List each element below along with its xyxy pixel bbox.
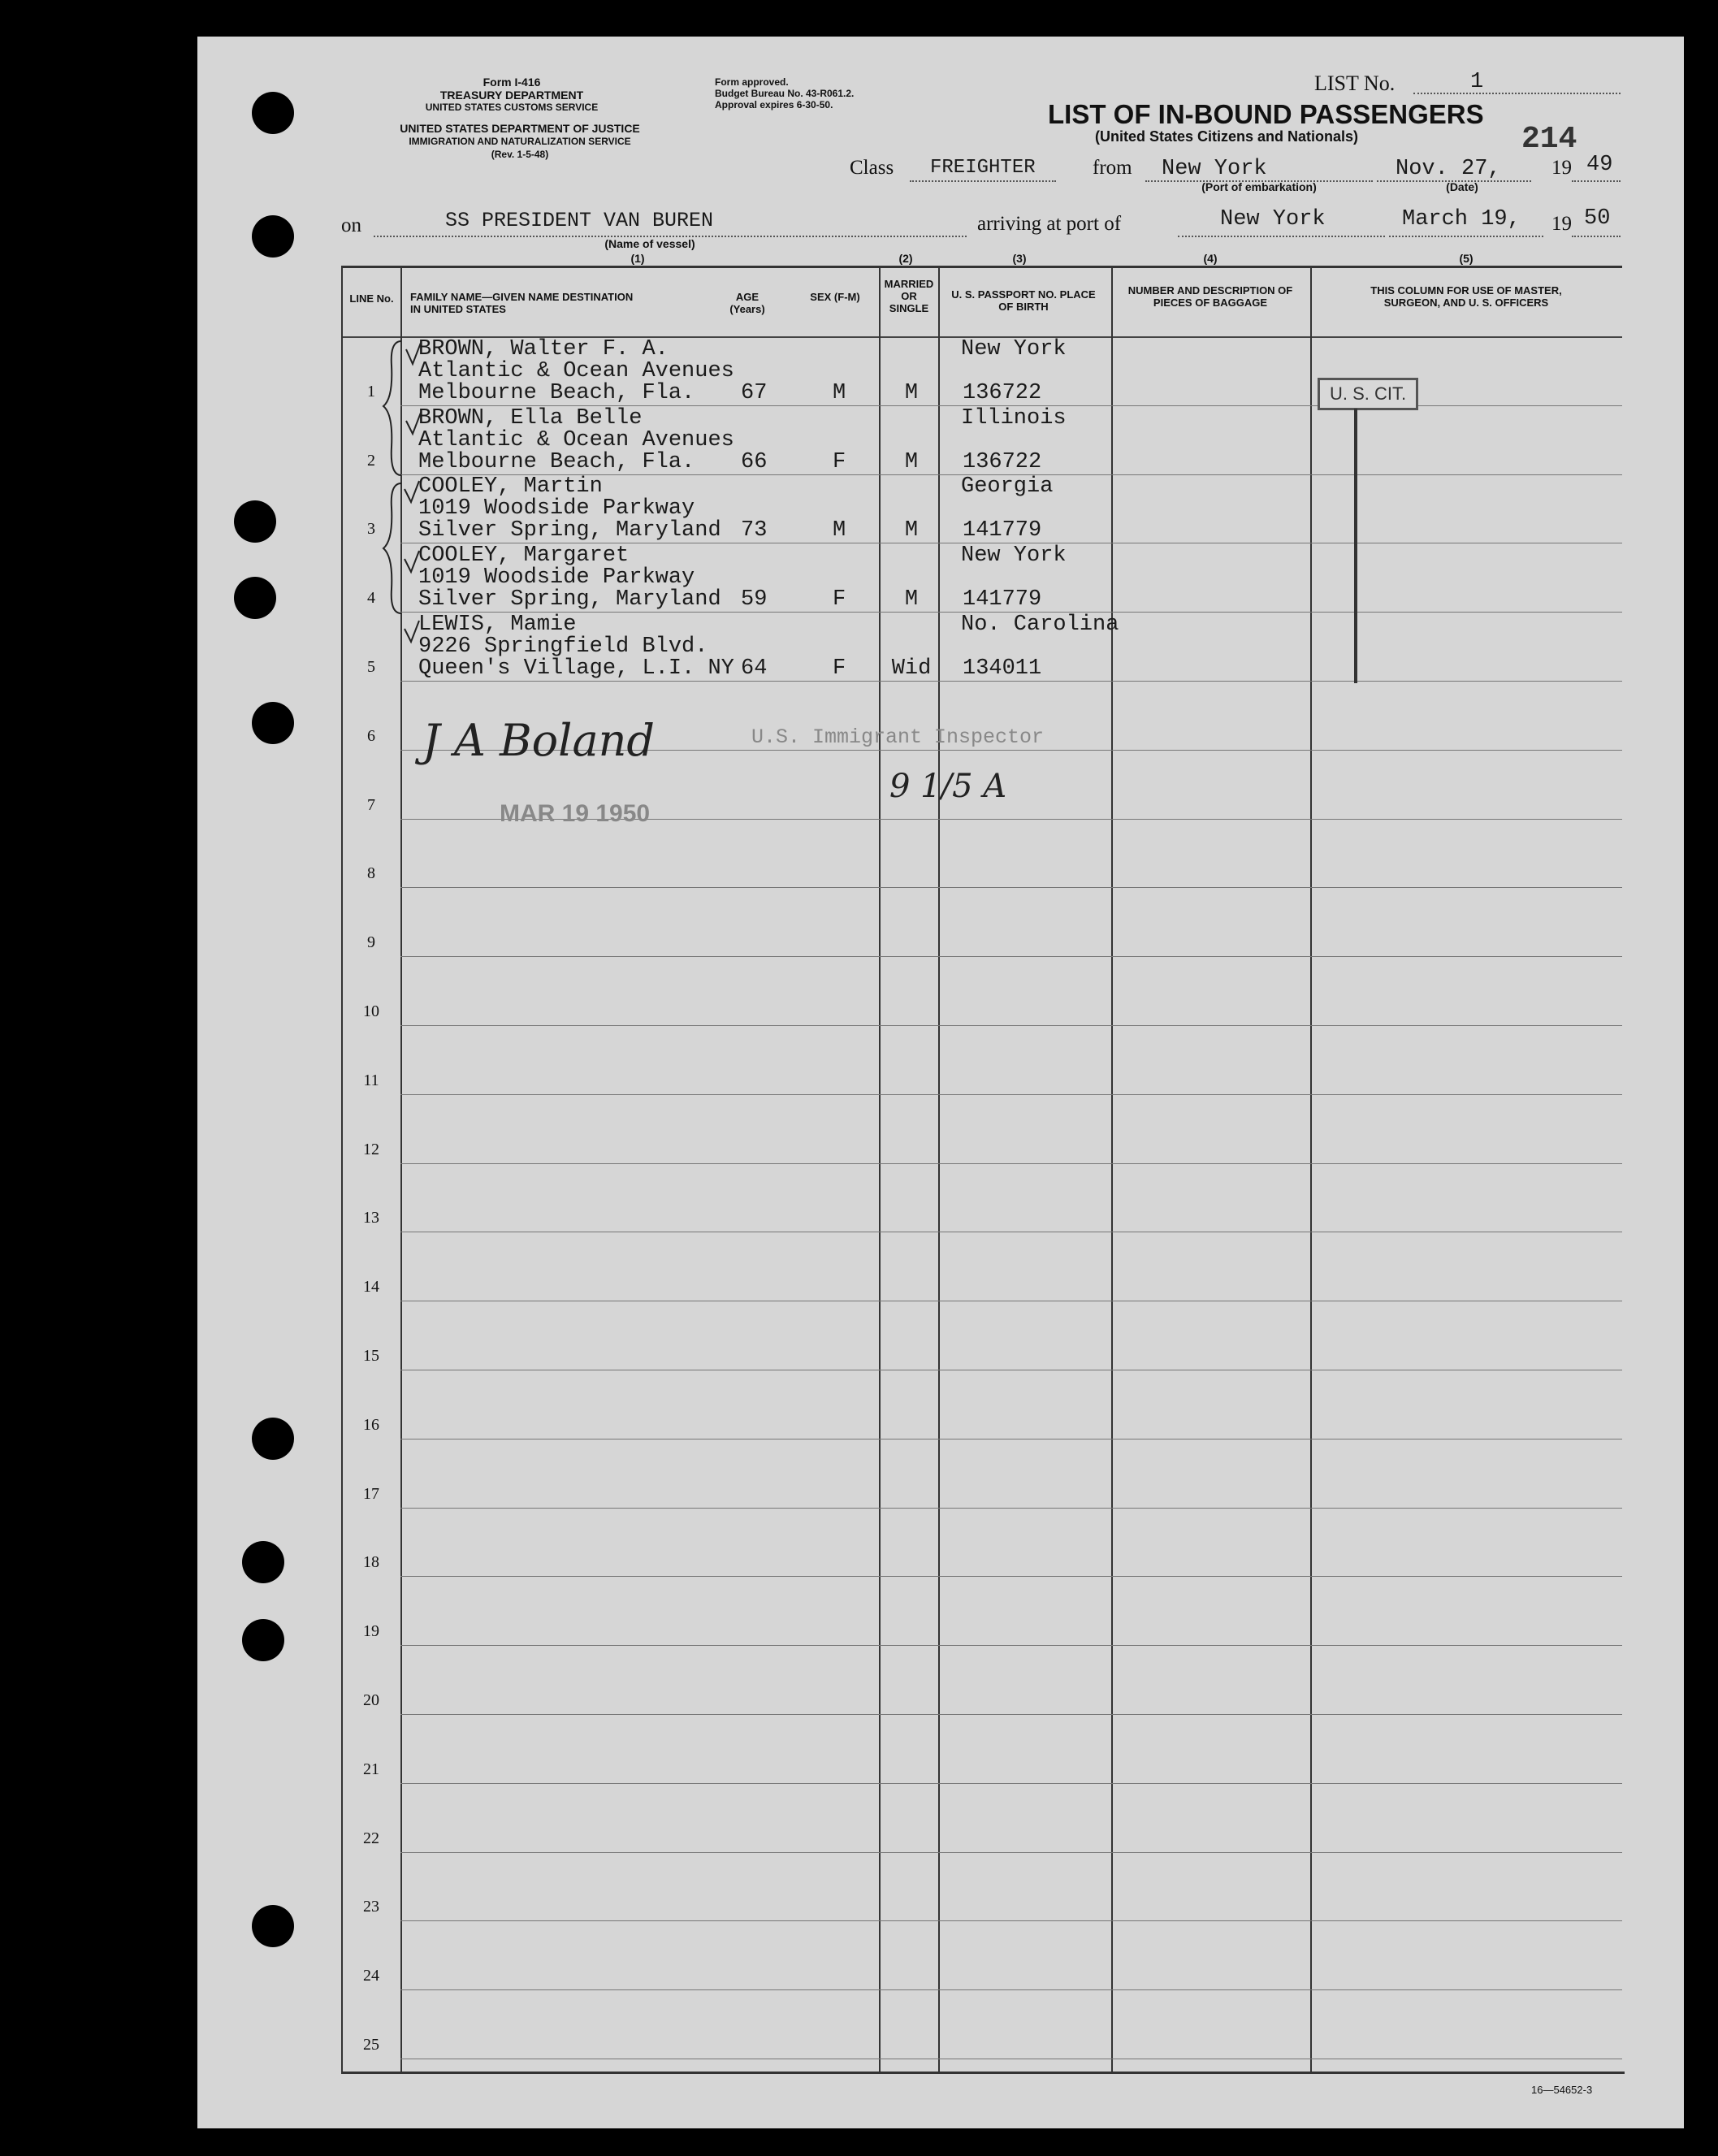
line-number: 2	[367, 452, 375, 470]
from-label: from	[1093, 157, 1132, 179]
form-number: Form I-416	[483, 76, 541, 89]
inspector-signature: J A Boland	[422, 715, 655, 766]
arrival-date-stamp: MAR 19 1950	[500, 800, 651, 827]
passenger-address-1: 1019 Woodside Parkway	[418, 496, 695, 521]
passenger-address-2: Silver Spring, Maryland	[418, 518, 721, 543]
passenger-sex: M	[833, 518, 846, 543]
passenger-address-2: Queen's Village, L.I. NY	[418, 656, 734, 681]
header-name: FAMILY NAME—GIVEN NAME DESTINATION IN UNITED STATES	[410, 291, 634, 315]
row-rule	[400, 1989, 1622, 1990]
list-number: 1	[1470, 70, 1484, 94]
passenger-age: 66	[741, 450, 768, 474]
line-number: 9	[367, 933, 375, 951]
binder-hole	[252, 215, 294, 258]
handwritten-note: 9 1/5 A	[889, 768, 1007, 805]
inspector-title: U.S. Immigrant Inspector	[751, 725, 1045, 749]
line-number: 19	[363, 1622, 379, 1640]
class-value: FREIGHTER	[930, 157, 1036, 179]
passenger-address-1: Atlantic & Ocean Avenues	[418, 428, 734, 452]
passenger-passport-number: 136722	[963, 381, 1042, 405]
passenger-marital-status: M	[904, 450, 919, 474]
passenger-birthplace: Illinois	[961, 406, 1067, 431]
passenger-sex: F	[833, 656, 846, 681]
embarkation-year: 49	[1586, 153, 1613, 177]
line-number: 8	[367, 864, 375, 882]
passenger-sex: M	[833, 381, 846, 405]
line-number: 13	[363, 1209, 379, 1227]
passenger-name: COOLEY, Martin	[418, 474, 603, 499]
passenger-marital-status: M	[904, 518, 919, 543]
us-citizen-stamp: U. S. CIT.	[1318, 378, 1418, 410]
year-prefix: 19	[1551, 157, 1572, 179]
binder-hole	[234, 500, 276, 543]
passenger-age: 64	[741, 656, 768, 681]
passenger-passport-number: 141779	[963, 518, 1042, 543]
line-number: 15	[363, 1347, 379, 1365]
passenger-address-2: Melbourne Beach, Fla.	[418, 450, 695, 474]
line-number: 3	[367, 520, 375, 538]
form-approved: Form approved.	[715, 76, 789, 88]
line-number: 25	[363, 2036, 379, 2054]
list-number-label: LIST No.	[1314, 71, 1396, 95]
sheet-number: 214	[1521, 122, 1577, 157]
row-rule	[400, 956, 1622, 957]
header-married: MARRIED OR SINGLE	[884, 278, 934, 314]
header-line-no: LINE No.	[349, 292, 394, 305]
header-age: AGE (Years)	[729, 291, 765, 315]
passenger-passport-number: 134011	[963, 656, 1042, 681]
row-rule	[400, 1025, 1622, 1026]
row-rule	[400, 1645, 1622, 1646]
passenger-age: 59	[741, 587, 768, 612]
header-officers: THIS COLUMN FOR USE OF MASTER, SURGEON, AND U. S. OFFICERS	[1370, 284, 1562, 309]
row-rule	[400, 1920, 1622, 1921]
footer-code: 16—54652-3	[1531, 2084, 1593, 2096]
vessel-caption: (Name of vessel)	[604, 237, 695, 250]
header-baggage: NUMBER AND DESCRIPTION OF PIECES OF BAGGAGE	[1127, 284, 1293, 309]
passenger-address-2: Melbourne Beach, Fla.	[418, 381, 695, 405]
header-passport: U. S. PASSPORT NO. PLACE OF BIRTH	[951, 288, 1096, 313]
line-number: 24	[363, 1967, 379, 1985]
page-title: LIST OF IN-BOUND PASSENGERS	[1048, 99, 1484, 129]
line-number: 10	[363, 1002, 379, 1020]
binder-hole	[252, 92, 294, 134]
passenger-address-1: 1019 Woodside Parkway	[418, 565, 695, 590]
header-sex: SEX (F-M)	[810, 291, 860, 303]
passenger-sex: F	[833, 450, 846, 474]
column-number: (2)	[898, 252, 913, 265]
binder-hole	[252, 702, 294, 744]
passenger-passport-number: 136722	[963, 450, 1042, 474]
binder-hole	[252, 1418, 294, 1460]
passenger-birthplace: New York	[961, 337, 1067, 361]
binder-hole	[242, 1619, 284, 1661]
passenger-sex: F	[833, 587, 846, 612]
line-number: 6	[367, 727, 375, 745]
passenger-name: BROWN, Ella Belle	[418, 406, 643, 431]
arriving-label: arriving at port of	[977, 213, 1122, 235]
embarkation-port: New York	[1162, 157, 1267, 181]
passenger-birthplace: Georgia	[961, 474, 1054, 499]
row-rule	[400, 1852, 1622, 1853]
budget-bureau: Budget Bureau No. 43-R061.2.	[715, 88, 855, 99]
row-rule	[400, 1508, 1622, 1509]
arrival-date: March 19,	[1402, 207, 1521, 232]
row-rule	[400, 887, 1622, 888]
arrival-year: 50	[1584, 206, 1611, 231]
passenger-name: BROWN, Walter F. A.	[418, 337, 669, 361]
binder-hole	[252, 1905, 294, 1947]
row-rule	[400, 681, 1622, 682]
row-rule	[400, 1163, 1622, 1164]
line-number: 18	[363, 1553, 379, 1571]
line-number: 7	[367, 796, 375, 814]
line-number: 20	[363, 1691, 379, 1709]
line-number: 12	[363, 1141, 379, 1158]
arrival-year-prefix: 19	[1551, 213, 1572, 235]
passenger-address-1: Atlantic & Ocean Avenues	[418, 359, 734, 383]
page-subtitle: (United States Citizens and Nationals)	[1094, 128, 1359, 145]
line-number: 14	[363, 1278, 379, 1296]
embarkation-date: Nov. 27,	[1396, 157, 1501, 181]
class-label: Class	[850, 157, 894, 179]
line-number: 4	[367, 589, 375, 607]
passenger-birthplace: New York	[961, 543, 1067, 568]
column-number: (4)	[1203, 252, 1218, 265]
on-label: on	[341, 214, 361, 236]
line-number: 21	[363, 1760, 379, 1778]
immigration-service: IMMIGRATION AND NATURALIZATION SERVICE	[409, 136, 631, 147]
revision-date: (Rev. 1-5-48)	[491, 149, 549, 160]
check-marks	[382, 333, 463, 650]
binder-hole	[234, 577, 276, 619]
arrival-port: New York	[1220, 207, 1326, 232]
line-number: 17	[363, 1485, 379, 1503]
row-rule	[400, 1783, 1622, 1784]
vessel-name: SS PRESIDENT VAN BUREN	[445, 209, 714, 232]
customs-service: UNITED STATES CUSTOMS SERVICE	[425, 102, 599, 113]
passenger-passport-number: 141779	[963, 587, 1042, 612]
column-number: (1)	[630, 252, 645, 265]
row-rule	[400, 1714, 1622, 1715]
line-number: 11	[363, 1072, 379, 1089]
binder-hole	[242, 1541, 284, 1583]
line-number: 5	[367, 658, 375, 676]
passenger-address-2: Silver Spring, Maryland	[418, 587, 721, 612]
passenger-marital-status: M	[904, 587, 919, 612]
column-number: (3)	[1012, 252, 1027, 265]
line-number: 22	[363, 1829, 379, 1847]
passenger-marital-status: Wid	[891, 656, 932, 681]
passenger-birthplace: No. Carolina	[961, 613, 1119, 637]
row-rule	[400, 1094, 1622, 1095]
treasury-department: TREASURY DEPARTMENT	[439, 89, 584, 102]
passenger-address-1: 9226 Springfield Blvd.	[418, 634, 708, 659]
line-number: 1	[367, 383, 375, 400]
column-number: (5)	[1459, 252, 1473, 265]
line-number: 23	[363, 1898, 379, 1916]
department-of-justice: UNITED STATES DEPARTMENT OF JUSTICE	[400, 122, 640, 135]
passenger-age: 73	[741, 518, 768, 543]
passenger-name: LEWIS, Mamie	[418, 613, 577, 637]
line-number: 16	[363, 1416, 379, 1434]
passenger-age: 67	[741, 381, 768, 405]
passenger-name: COOLEY, Margaret	[418, 543, 630, 568]
row-rule	[400, 1576, 1622, 1577]
passenger-marital-status: M	[904, 381, 919, 405]
port-caption: (Port of embarkation)	[1201, 180, 1317, 193]
date-caption: (Date)	[1446, 180, 1478, 193]
approval-expires: Approval expires 6-30-50.	[715, 99, 833, 110]
